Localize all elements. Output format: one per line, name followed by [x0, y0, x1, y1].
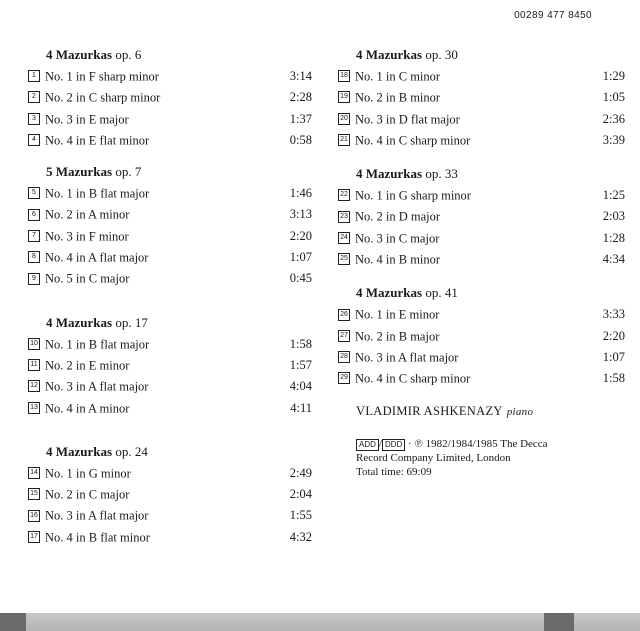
track-row [338, 326, 625, 347]
track-title: No. 4 in B flat minor [45, 530, 150, 545]
opus-heading [28, 312, 312, 334]
track-duration: 3:13 [289, 207, 312, 222]
track-number-box: 8 [28, 251, 40, 263]
track-duration: 1:29 [602, 69, 625, 83]
opus-heading [28, 441, 312, 463]
track-title: No. 4 in E flat minor [45, 133, 150, 148]
track-row [338, 109, 625, 130]
track-number-box: 3 [28, 113, 40, 125]
track-duration: 2:20 [602, 328, 625, 343]
track-title: No. 3 in F minor [45, 229, 129, 244]
track-duration: 2:49 [289, 465, 312, 480]
performer-name: VLADIMIR ASHKENAZY [356, 403, 503, 418]
track-duration: 1:58 [289, 336, 312, 351]
track-row [28, 484, 312, 505]
track-title: No. 2 in E minor [45, 358, 130, 373]
track-row [338, 304, 625, 325]
track-title: No. 1 in C minor [355, 69, 441, 84]
track-duration: 1:46 [289, 186, 312, 201]
track-row [338, 185, 625, 206]
track-number-box: 14 [28, 467, 40, 479]
track-row [28, 398, 312, 419]
opus-heading [338, 44, 625, 66]
track-number-box: 19 [338, 91, 350, 103]
track-duration: 1:37 [289, 111, 312, 126]
opus-heading [338, 282, 625, 304]
track-title: No. 1 in E minor [355, 307, 440, 322]
track-duration: 1:55 [289, 508, 312, 523]
track-duration: 1:05 [602, 90, 625, 105]
track-duration: 3:14 [289, 69, 312, 83]
track-duration: 3:39 [602, 132, 625, 147]
track-row [28, 334, 312, 355]
track-row [28, 130, 312, 151]
track-number-box: 17 [28, 531, 40, 543]
track-title: No. 1 in B flat major [45, 337, 150, 352]
track-row [338, 206, 625, 227]
track-row [28, 109, 312, 130]
track-title: No. 4 in C sharp minor [355, 133, 471, 148]
track-duration: 2:28 [289, 90, 312, 105]
track-title: No. 2 in B major [355, 329, 440, 344]
opus-count: 4 Mazurkas [356, 47, 423, 62]
track-number-box: 23 [338, 211, 350, 223]
track-title: No. 2 in B minor [355, 90, 441, 105]
track-row [28, 87, 312, 108]
track-duration: 2:20 [289, 228, 312, 243]
opus-count: 4 Mazurkas [356, 166, 423, 182]
track-number-box: 13 [28, 402, 40, 414]
track-row [338, 347, 625, 368]
track-title: No. 1 in G sharp minor [355, 188, 471, 203]
track-number-box: 24 [338, 232, 350, 244]
track-number-box: 9 [28, 273, 40, 285]
opus-number: op. 24 [115, 443, 148, 459]
opus-group [28, 161, 312, 289]
track-number-box: 12 [28, 380, 40, 392]
track-number-box: 10 [28, 338, 40, 350]
opus-number: op. 7 [115, 164, 142, 180]
track-title: No. 1 in B flat major [45, 186, 150, 201]
track-title: No. 5 in C major [45, 271, 130, 286]
opus-count: 4 Mazurkas [46, 47, 113, 62]
opus-group [28, 312, 312, 419]
track-duration: 1:07 [289, 250, 312, 265]
track-row [338, 66, 625, 87]
catalog-number: 00289 477 8450 [514, 10, 592, 21]
opus-count: 4 Mazurkas [356, 285, 423, 301]
track-duration: 2:36 [602, 111, 625, 126]
track-duration: 2:04 [289, 487, 312, 502]
track-row [338, 130, 625, 151]
track-duration: 1:58 [602, 371, 625, 386]
track-title: No. 2 in D major [355, 209, 441, 224]
opus-number: op. 6 [115, 47, 142, 62]
track-number-box: 28 [338, 351, 350, 363]
track-title: No. 4 in A flat major [45, 250, 149, 265]
opus-count: 4 Mazurkas [46, 443, 113, 459]
track-row [28, 355, 312, 376]
opus-group [338, 44, 625, 151]
performer-instrument: piano [506, 405, 534, 418]
opus-number: op. 17 [115, 314, 148, 330]
track-number-box: 11 [28, 359, 40, 371]
track-row [28, 226, 312, 247]
track-title: No. 3 in A flat major [45, 379, 149, 394]
track-row [28, 268, 312, 289]
track-number-box: 4 [28, 134, 40, 146]
track-number-box: 20 [338, 113, 350, 125]
track-duration: 4:11 [290, 400, 312, 415]
track-number-box: 7 [28, 230, 40, 242]
track-number-box: 1 [28, 70, 40, 82]
bottom-edge-strip [0, 613, 640, 631]
track-title: No. 2 in A minor [45, 207, 130, 222]
track-duration: 1:07 [602, 349, 625, 364]
track-number-box: 18 [338, 70, 350, 82]
opus-count: 4 Mazurkas [46, 314, 113, 330]
track-row [28, 66, 312, 87]
track-number-box: 2 [28, 91, 40, 103]
opus-group [28, 44, 312, 151]
opus-heading [28, 44, 312, 66]
track-title: No. 4 in A minor [45, 401, 130, 416]
track-duration: 4:04 [289, 379, 312, 394]
track-duration: 1:28 [602, 230, 625, 245]
track-number-box: 15 [28, 488, 40, 500]
track-number-box: 25 [338, 253, 350, 265]
track-title: No. 4 in B minor [355, 252, 441, 267]
track-duration: 0:58 [289, 132, 312, 147]
opus-group [338, 163, 625, 270]
track-number-box: 26 [338, 309, 350, 321]
track-row [338, 228, 625, 249]
track-title: No. 4 in C sharp minor [355, 371, 471, 386]
track-row [28, 463, 312, 484]
track-row [338, 87, 625, 108]
opus-number: op. 30 [425, 47, 458, 62]
track-number-box: 27 [338, 330, 350, 342]
opus-heading [338, 163, 625, 185]
track-row [338, 249, 625, 270]
track-duration: 4:34 [602, 252, 625, 267]
track-row [28, 247, 312, 268]
track-duration: 3:33 [602, 307, 625, 322]
opus-number: op. 33 [425, 166, 458, 182]
track-row [28, 527, 312, 548]
copyright-block [338, 437, 625, 479]
left-column [28, 44, 312, 548]
track-row [338, 368, 625, 389]
track-duration: 0:45 [289, 271, 312, 286]
badge-separator: / [378, 437, 382, 450]
track-title: No. 3 in E major [45, 112, 129, 127]
copyright-line-2: Record Company Limited, London [356, 451, 511, 464]
add-badge: ADD [356, 439, 379, 451]
track-number-box: 6 [28, 209, 40, 221]
track-title: No. 3 in A flat major [45, 508, 149, 523]
opus-number: op. 41 [425, 285, 458, 301]
performer-credit [338, 404, 625, 419]
copyright-line-1: · ℗ 1982/1984/1985 The Decca [408, 437, 548, 450]
opus-count: 5 Mazurkas [46, 164, 113, 180]
track-title: No. 2 in C sharp minor [45, 90, 161, 105]
track-duration: 2:03 [602, 209, 625, 224]
track-title: No. 3 in D flat major [355, 112, 460, 127]
opus-group [338, 282, 625, 389]
track-row [28, 183, 312, 204]
total-time: Total time: 69:09 [356, 465, 432, 478]
track-title: No. 2 in C major [45, 487, 130, 502]
track-row [28, 204, 312, 225]
track-row [28, 505, 312, 526]
track-number-box: 21 [338, 134, 350, 146]
track-number-box: 16 [28, 510, 40, 522]
track-duration: 1:57 [289, 357, 312, 372]
track-number-box: 22 [338, 189, 350, 201]
track-number-box: 5 [28, 187, 40, 199]
track-title: No. 1 in G minor [45, 466, 131, 481]
track-title: No. 1 in F sharp minor [45, 69, 159, 84]
ddd-badge: DDD [382, 439, 405, 451]
right-column [338, 44, 625, 479]
opus-heading [28, 161, 312, 183]
track-title: No. 3 in C major [355, 231, 440, 246]
track-duration: 4:32 [289, 529, 312, 544]
track-number-box: 29 [338, 372, 350, 384]
opus-group [28, 441, 312, 548]
track-duration: 1:25 [602, 188, 625, 203]
track-title: No. 3 in A flat major [355, 350, 459, 365]
track-row [28, 376, 312, 397]
